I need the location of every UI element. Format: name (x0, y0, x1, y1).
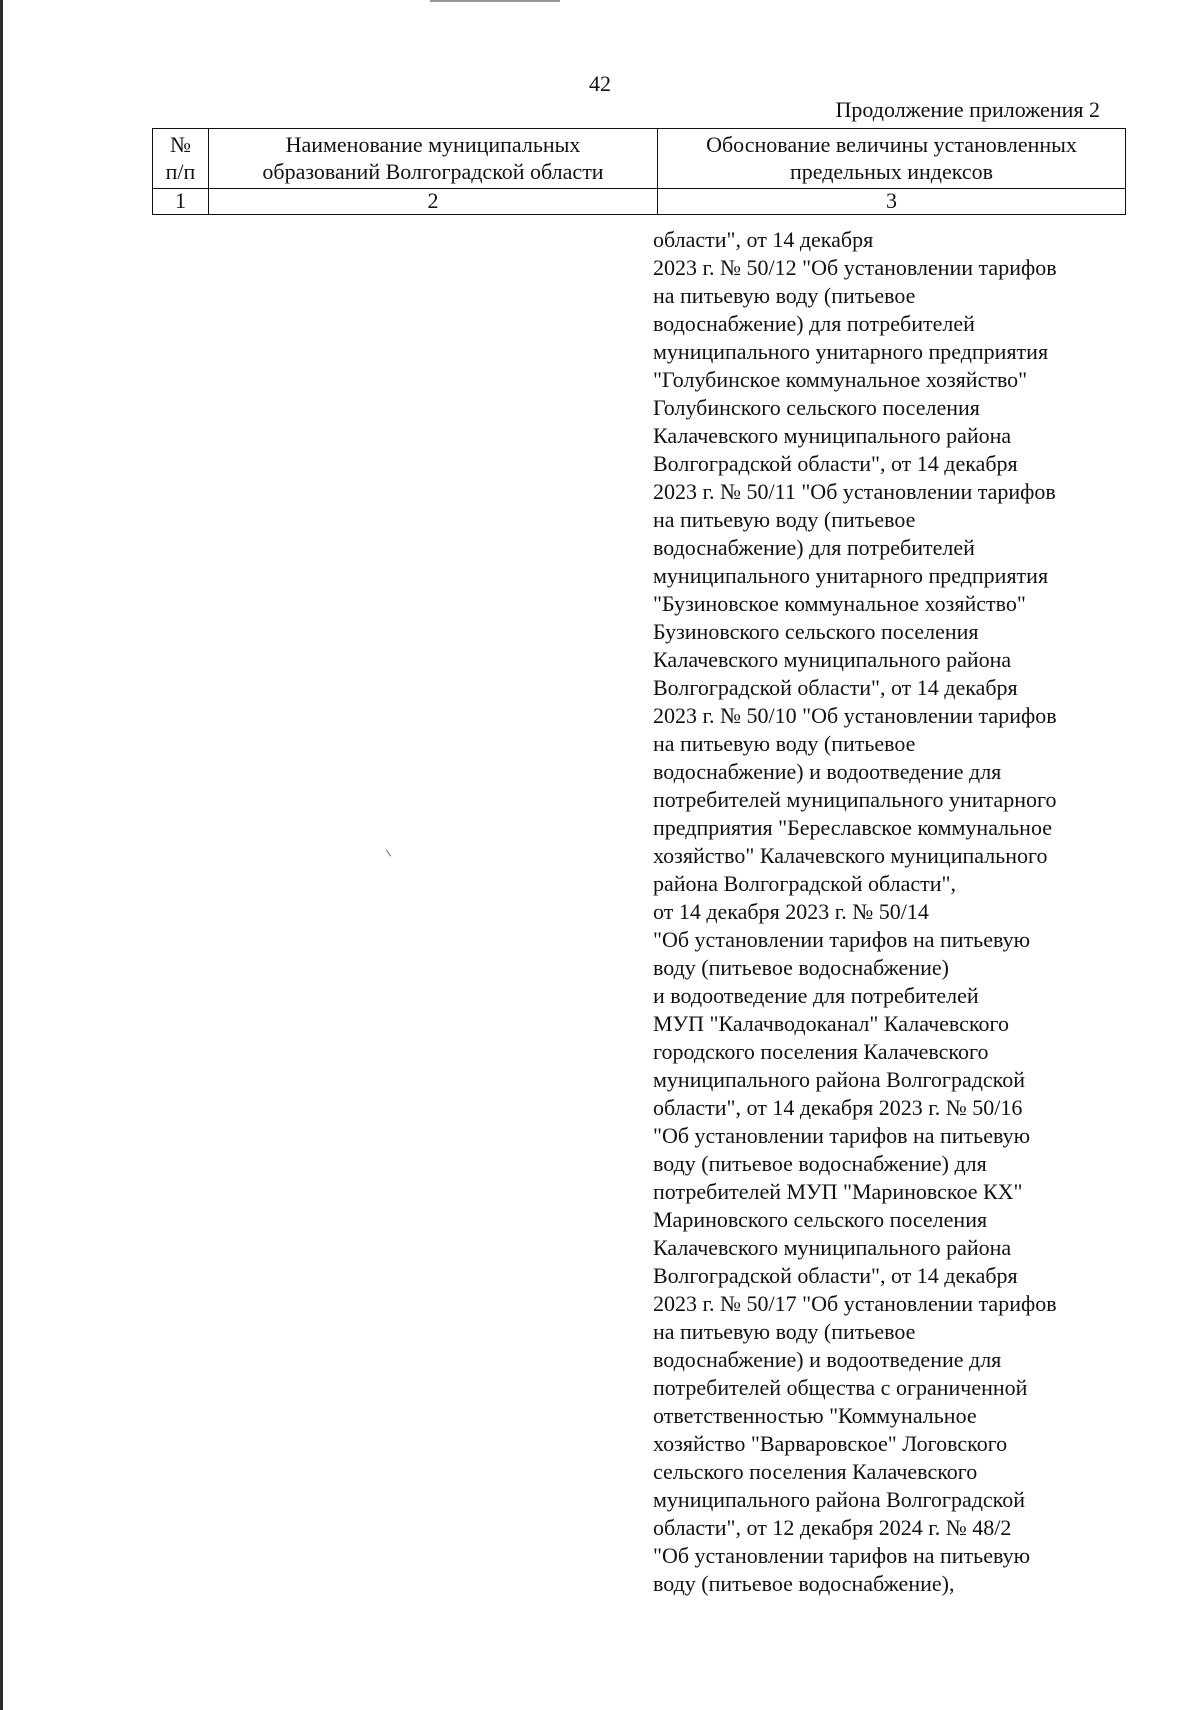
text-line: Калачевского муниципального района (653, 647, 1012, 672)
scan-left-edge (0, 0, 3, 1710)
text-line: Мариновского сельского поселения (653, 1207, 988, 1232)
text-line: ответственностью "Коммунальное (653, 1403, 977, 1428)
text-line: Калачевского муниципального района (653, 1235, 1012, 1260)
text-line: предприятия "Береславское коммунальное (653, 815, 1052, 840)
text-line: муниципального района Волгоградской (653, 1487, 1026, 1512)
continuation-label: Продолжение приложения 2 (835, 97, 1100, 122)
text-line: Бузиновского сельского поселения (653, 619, 979, 644)
text-line: сельского поселения Калачевского (653, 1459, 978, 1484)
text-line: и водоотведение для потребителей (653, 983, 979, 1008)
text-line: воду (питьевое водоснабжение), (653, 1571, 955, 1596)
column-municipality-header: Наименование муниципальных образований Волгоградской области (209, 129, 658, 189)
text-line: Голубинского сельского поселения (653, 395, 980, 420)
text-line: на питьевую воду (питьевое (653, 283, 916, 308)
text-line: области", от 12 декабря 2024 г. № 48/2 (653, 1515, 1012, 1540)
text-line: муниципального унитарного предприятия (653, 339, 1049, 364)
text-line: Калачевского муниципального района (653, 423, 1012, 448)
text-line: "Бузиновское коммунальное хозяйство" (653, 591, 1026, 616)
text-line: Волгоградской области", от 14 декабря (653, 675, 1018, 700)
justification-text (653, 226, 1115, 1598)
text-line: на питьевую воду (питьевое (653, 731, 916, 756)
header-row (153, 129, 1126, 189)
text-line: области", от 14 декабря 2023 г. № 50/16 (653, 1095, 1023, 1120)
text-line: 2023 г. № 50/17 "Об установлении тарифов (653, 1291, 1057, 1316)
column-justification-header: Обоснование величины установленных предельных индексов (658, 129, 1126, 189)
text-line: "Об установлении тарифов на питьевую (653, 927, 1031, 952)
text-line: водоснабжение) и водоотведение для (653, 1347, 1002, 1372)
text-line: городского поселения Калачевского (653, 1039, 989, 1064)
text-line: водоснабжение) и водоотведение для (653, 759, 1002, 784)
text-line: Волгоградской области", от 14 декабря (653, 451, 1018, 476)
text-line: водоснабжение) для потребителей (653, 535, 975, 560)
text-line: муниципального района Волгоградской (653, 1067, 1026, 1092)
text-line: водоснабжение) для потребителей (653, 311, 975, 336)
text-line: района Волгоградской области", (653, 871, 957, 896)
column-number-1: 1 (153, 189, 209, 215)
text-line: потребителей муниципального унитарного (653, 787, 1057, 812)
column-numbers-row (153, 189, 1126, 215)
text-line: потребителей МУП "Мариновское КХ" (653, 1179, 1023, 1204)
text-line: 2023 г. № 50/10 "Об установлении тарифов (653, 703, 1057, 728)
page-number: 42 (589, 71, 611, 96)
text-line: Волгоградской области", от 14 декабря (653, 1263, 1018, 1288)
text-line: муниципального унитарного предприятия (653, 563, 1049, 588)
text-line: воду (питьевое водоснабжение) для (653, 1151, 987, 1176)
text-line: хозяйство" Калачевского муниципального (653, 843, 1048, 868)
text-line: хозяйство "Варваровское" Логовского (653, 1431, 1008, 1456)
column-number-3: 3 (658, 189, 1126, 215)
scan-artifact-mark (386, 849, 391, 856)
text-line: области", от 14 декабря (653, 227, 874, 252)
scan-top-mark (430, 0, 560, 2)
column-number-header: № п/п (153, 129, 209, 189)
text-line: 2023 г. № 50/12 "Об установлении тарифов (653, 255, 1057, 280)
text-line: "Об установлении тарифов на питьевую (653, 1123, 1031, 1148)
text-line: на питьевую воду (питьевое (653, 1319, 916, 1344)
column-number-2: 2 (209, 189, 658, 215)
text-line: от 14 декабря 2023 г. № 50/14 (653, 899, 929, 924)
text-line: воду (питьевое водоснабжение) (653, 955, 949, 980)
text-line: МУП "Калачводоканал" Калачевского (653, 1011, 1009, 1036)
text-line: "Об установлении тарифов на питьевую (653, 1543, 1031, 1568)
text-line: на питьевую воду (питьевое (653, 507, 916, 532)
text-line: потребителей общества с ограниченной (653, 1375, 1028, 1400)
text-line: "Голубинское коммунальное хозяйство" (653, 367, 1028, 392)
text-line: 2023 г. № 50/11 "Об установлении тарифов (653, 479, 1056, 504)
table-header (152, 128, 1126, 215)
